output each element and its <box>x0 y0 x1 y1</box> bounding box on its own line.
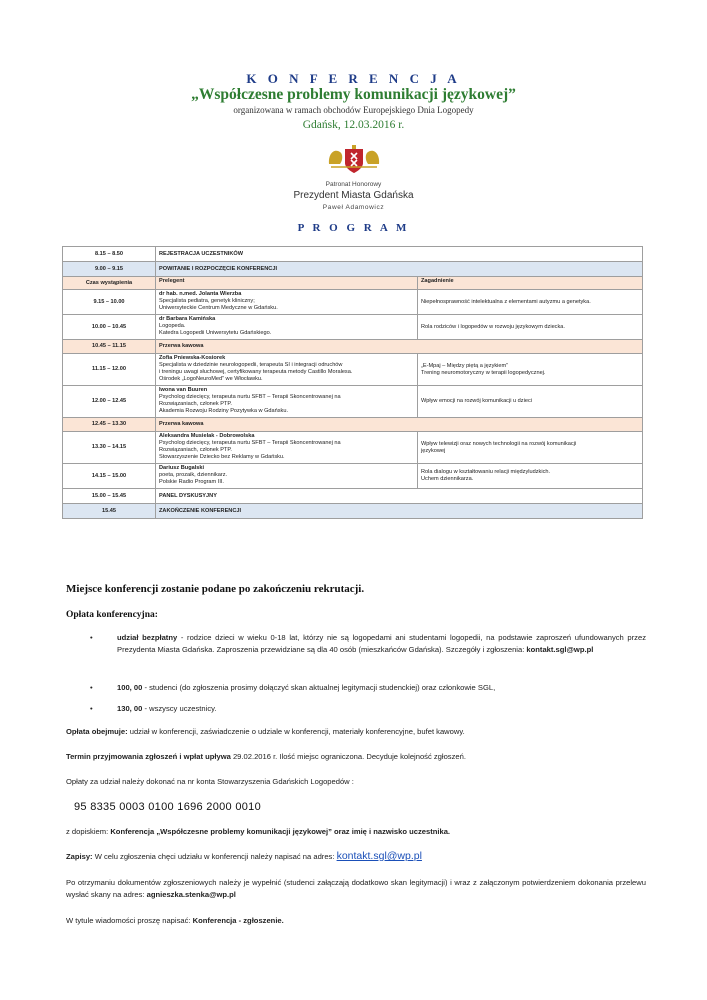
city-date: Gdańsk, 12.03.2016 r. <box>302 119 405 131</box>
table-row: 12.00 – 12.45 Iwona van Buuren Psycholog dziecięcy, terapeuta nurtu SFBT – Terapii Skoncentrowanej na Rozwiązaniach, członek PTP. Akademia Rozwoju Rodziny Pozytywka w Gdańsku. Wpływ emocji na rozwój komunikacji u dzieci <box>63 386 643 418</box>
registration-email-link[interactable]: kontakt.sgl@wp.pl <box>336 850 422 862</box>
patronage-mayor: Prezydent Miasta Gdańska <box>293 190 414 201</box>
bullet-icon: • <box>90 683 93 692</box>
documents-note: Po otrzymaniu dokumentów zgłoszeniowych należy je wypełnić (studenci załączają dodatkowo skan legitymacji) i wraz z załączonym potwierdzeniem dokonania przelewu wysłać skany na adres: agnieszka.stenka@wp.pl <box>66 878 646 899</box>
bank-account-number: 95 8335 0003 0100 1696 2000 0010 <box>74 801 261 813</box>
contact-email: kontakt.sgl@wp.pl <box>526 645 594 654</box>
patronage-name: Paweł Adamowicz <box>322 204 385 211</box>
venue-note: Miejsce konferencji zostanie podane po zakończeniu rekrutacji. <box>66 583 365 595</box>
transfer-title-note: z dopiskiem: Konferencja „Współczesne problemy komunikacji językowej” oraz imię i nazwisko uczestnika. <box>66 827 451 836</box>
program-table <box>62 246 643 519</box>
bullet-icon: • <box>90 704 93 713</box>
message-title-note: W tytule wiadomości proszę napisać: Konferencja - zgłoszenie. <box>66 916 284 925</box>
table-row: 14.15 – 15.00 Dariusz Bugalski poeta, prozaik, dziennikarz. Polskie Radio Program III. Rola dialogu w kształtowaniu relacji międzyludzkich. Uchem dziennikarza. <box>63 464 643 489</box>
program-heading: P R O G R A M <box>297 222 410 234</box>
table-row: 10.45 – 11.15 Przerwa kawowa <box>63 340 643 354</box>
gdansk-crest-icon <box>326 144 382 174</box>
account-note: Opłaty za udział należy dokonać na nr konta Stowarzyszenia Gdańskich Logopedów : <box>66 777 354 786</box>
fee-includes: Opłata obejmuje: udział w konferencji, zaświadczenie o udziale w konferencji, materiały konferencyjne, bufet kawowy. <box>66 727 465 736</box>
list-item: • 130, 00 - wszyscy uczestnicy. <box>90 704 217 713</box>
table-row: 13.30 – 14.15 Aleksandra Musielak - Dobrowolska Psycholog dziecięcy, terapeuta nurtu SFBT – Terapii Skoncentrowanej na Rozwiązaniach, członek PTP. Stowarzyszenie Dziecko bez Reklamy w Gdańsku. Wpływ telewizji oraz nowych technologii na rozwój komunikacji językowej <box>63 432 643 464</box>
registration-note: Zapisy: W celu zgłoszenia chęci udziału w konferencji należy napisać na adres: kontakt.sgl@wp.pl <box>66 850 422 862</box>
fee-heading: Opłata konferencyjna: <box>66 610 158 620</box>
list-item: • udział bezpłatny - rodzice dzieci w wieku 0-18 lat, którzy nie są logopedami ani studentami logopedii, na podstawie zaproszeń ufundowanych przez Prezydenta Miasta Gdańska. Zaproszenia przewidziane są dla 40 osób (mieszkańców Gdańska). Szczegóły i zgłoszenia: kontakt.sgl@wp.pl <box>90 633 646 654</box>
bullet-icon: • <box>90 633 93 642</box>
deadline-note: Termin przyjmowania zgłoszeń i wpłat upływa 29.02.2016 r. Ilość miejsc ograniczona. Decyduje kolejność zgłoszeń. <box>66 752 466 761</box>
patronage-label: Patronat Honorowy <box>325 181 382 188</box>
table-row: 15.45 ZAKOŃCZENIE KONFERENCJI <box>63 504 643 519</box>
conference-subtitle: organizowana w ramach obchodów Europejskiego Dnia Logopedy <box>233 105 474 115</box>
table-row: 9.00 – 9.15 POWITANIE I ROZPOCZĘCIE KONFERENCJI <box>63 262 643 277</box>
list-item: • 100, 00 - studenci (do zgłoszenia prosimy dołączyć skan aktualnej legitymacji studenckiej) oraz członkowie SGL, <box>90 683 496 692</box>
table-row: 15.00 – 15.45 PANEL DYSKUSYJNY <box>63 489 643 504</box>
table-header-row: Czas wystąpienia Prelegent Zagadnienie <box>63 277 643 290</box>
table-row: 11.15 – 12.00 Zofia Pniewska-Kosiorek Specjalista w dziedzinie neurologopedii, terapeuta SI i integracji odruchów i treningu uwagi słuchowej, certyfikowany terapeuta metody Castillo Moralesa. Ośrodek „LogoNeuroMed” we Włocławku. „E-Mpaj – Między piętą a językiem” Trening neuromotoryczny w terapii logopedycznej. <box>63 354 643 386</box>
conference-label: K O N F E R E N C J A <box>246 71 461 86</box>
conference-title: „Współczesne problemy komunikacji językowej” <box>191 86 516 103</box>
table-row: 10.00 – 10.45 dr Barbara Kamińska Logopeda. Katedra Logopedii Uniwersytetu Gdańskiego. Rola rodziców i logopedów w rozwoju językowym dziecka. <box>63 315 643 340</box>
table-row: 12.45 – 13.30 Przerwa kawowa <box>63 418 643 432</box>
submission-email: agnieszka.stenka@wp.pl <box>146 890 236 899</box>
table-row: 9.15 – 10.00 dr hab. n.med. Jolanta Wierzba Specjalista pediatra, genetyk kliniczny; Uniwersyteckie Centrum Medyczne w Gdańsku. Niepełnosprawność intelektualna z elementami autyzmu a genetyka. <box>63 290 643 315</box>
table-row: 8.15 – 8.50 REJESTRACJA UCZESTNIKÓW <box>63 247 643 262</box>
